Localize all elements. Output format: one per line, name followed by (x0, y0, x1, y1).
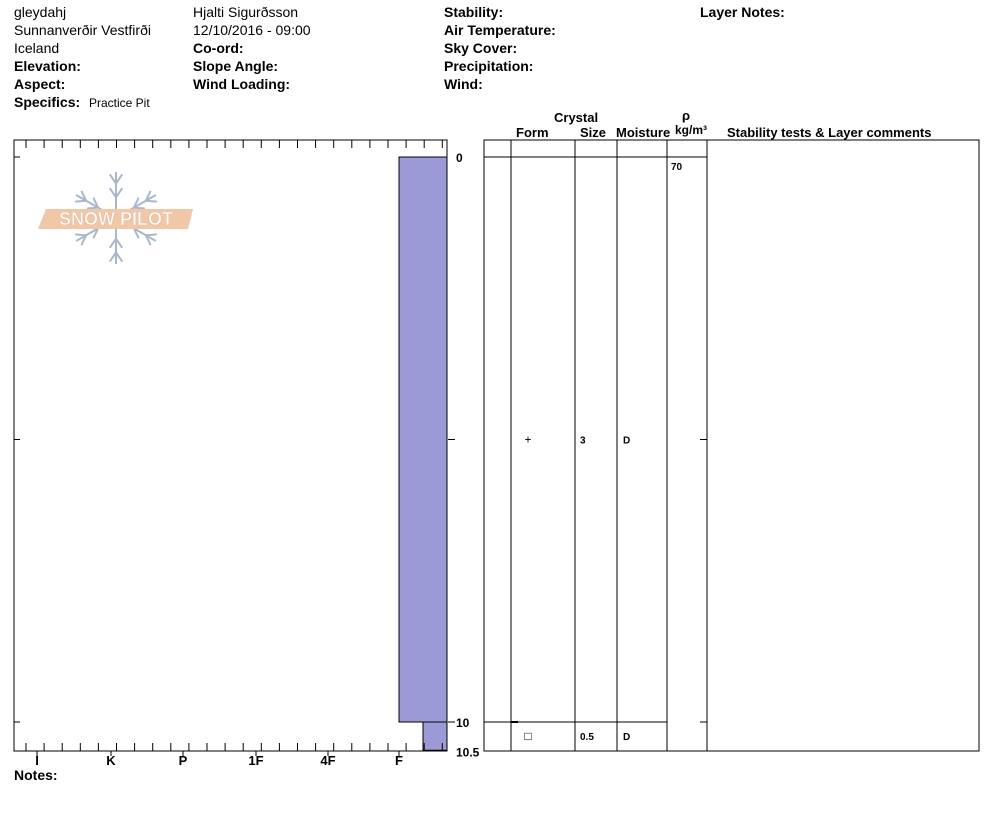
density-value: 70 (671, 162, 683, 173)
density-unit-header: kg/m³ (675, 123, 708, 137)
hardness-tick-label: F (395, 753, 403, 768)
hardness-bar (423, 722, 447, 750)
sky-cover-label: Sky Cover: (444, 40, 518, 56)
snowflake-branch (75, 234, 86, 235)
hardness-tick-label: K (106, 753, 116, 768)
logo-text: SNOW PILOT (59, 209, 173, 229)
moisture-value: D (623, 732, 631, 744)
slope-angle-label: Slope Angle: (193, 58, 279, 74)
stability-comments-header: Stability tests & Layer comments (727, 125, 932, 140)
region: Sunnanverðir Vestfirði (14, 22, 151, 38)
grain-size: 3 (580, 435, 586, 447)
notes-label: Notes: (14, 767, 58, 783)
layer-notes-label: Layer Notes: (700, 4, 785, 20)
snowflake-branch (146, 201, 157, 202)
hardness-tick-label: P (178, 753, 188, 768)
depth-label: 0 (456, 151, 463, 165)
crystal-header: Crystal (554, 110, 599, 125)
snowflake-branch (146, 234, 157, 235)
snowpilot-logo (38, 172, 193, 264)
hardness-tick-label: 1F (248, 753, 264, 768)
hardness-plot-frame (14, 140, 447, 751)
specifics-value: Practice Pit (89, 96, 150, 110)
form-header: Form (516, 125, 549, 140)
layer-table-frame (484, 140, 979, 751)
grain-size: 0.5 (580, 732, 594, 744)
moisture-header: Moisture (616, 125, 671, 140)
datetime: 12/10/2016 - 09:00 (193, 22, 311, 38)
pit-name: gleydahj (14, 4, 67, 20)
rho-header: ρ (682, 108, 691, 123)
coord-label: Co-ord: (193, 40, 244, 56)
precipitation-label: Precipitation: (444, 58, 534, 74)
hardness-tick-label: I (35, 753, 39, 768)
specifics-label: Specifics: (14, 94, 81, 110)
hardness-bar (399, 157, 447, 722)
wind-label: Wind: (444, 76, 483, 92)
aspect-label: Aspect: (14, 76, 66, 92)
grain-form: □ (524, 729, 532, 744)
country: Iceland (14, 40, 60, 56)
hardness-tick-label: 4F (320, 753, 336, 768)
depth-label: 10 (456, 716, 470, 730)
grain-form: + (524, 432, 532, 447)
stability-label: Stability: (444, 4, 504, 20)
size-header: Size (580, 125, 607, 140)
air-temperature-label: Air Temperature: (444, 22, 556, 38)
depth-label: 10.5 (456, 745, 480, 760)
wind-loading-label: Wind Loading: (193, 76, 291, 92)
moisture-value: D (623, 435, 631, 447)
snowflake-branch (75, 201, 86, 202)
elevation-label: Elevation: (14, 58, 81, 74)
observer: Hjalti Sigurðsson (193, 4, 299, 20)
